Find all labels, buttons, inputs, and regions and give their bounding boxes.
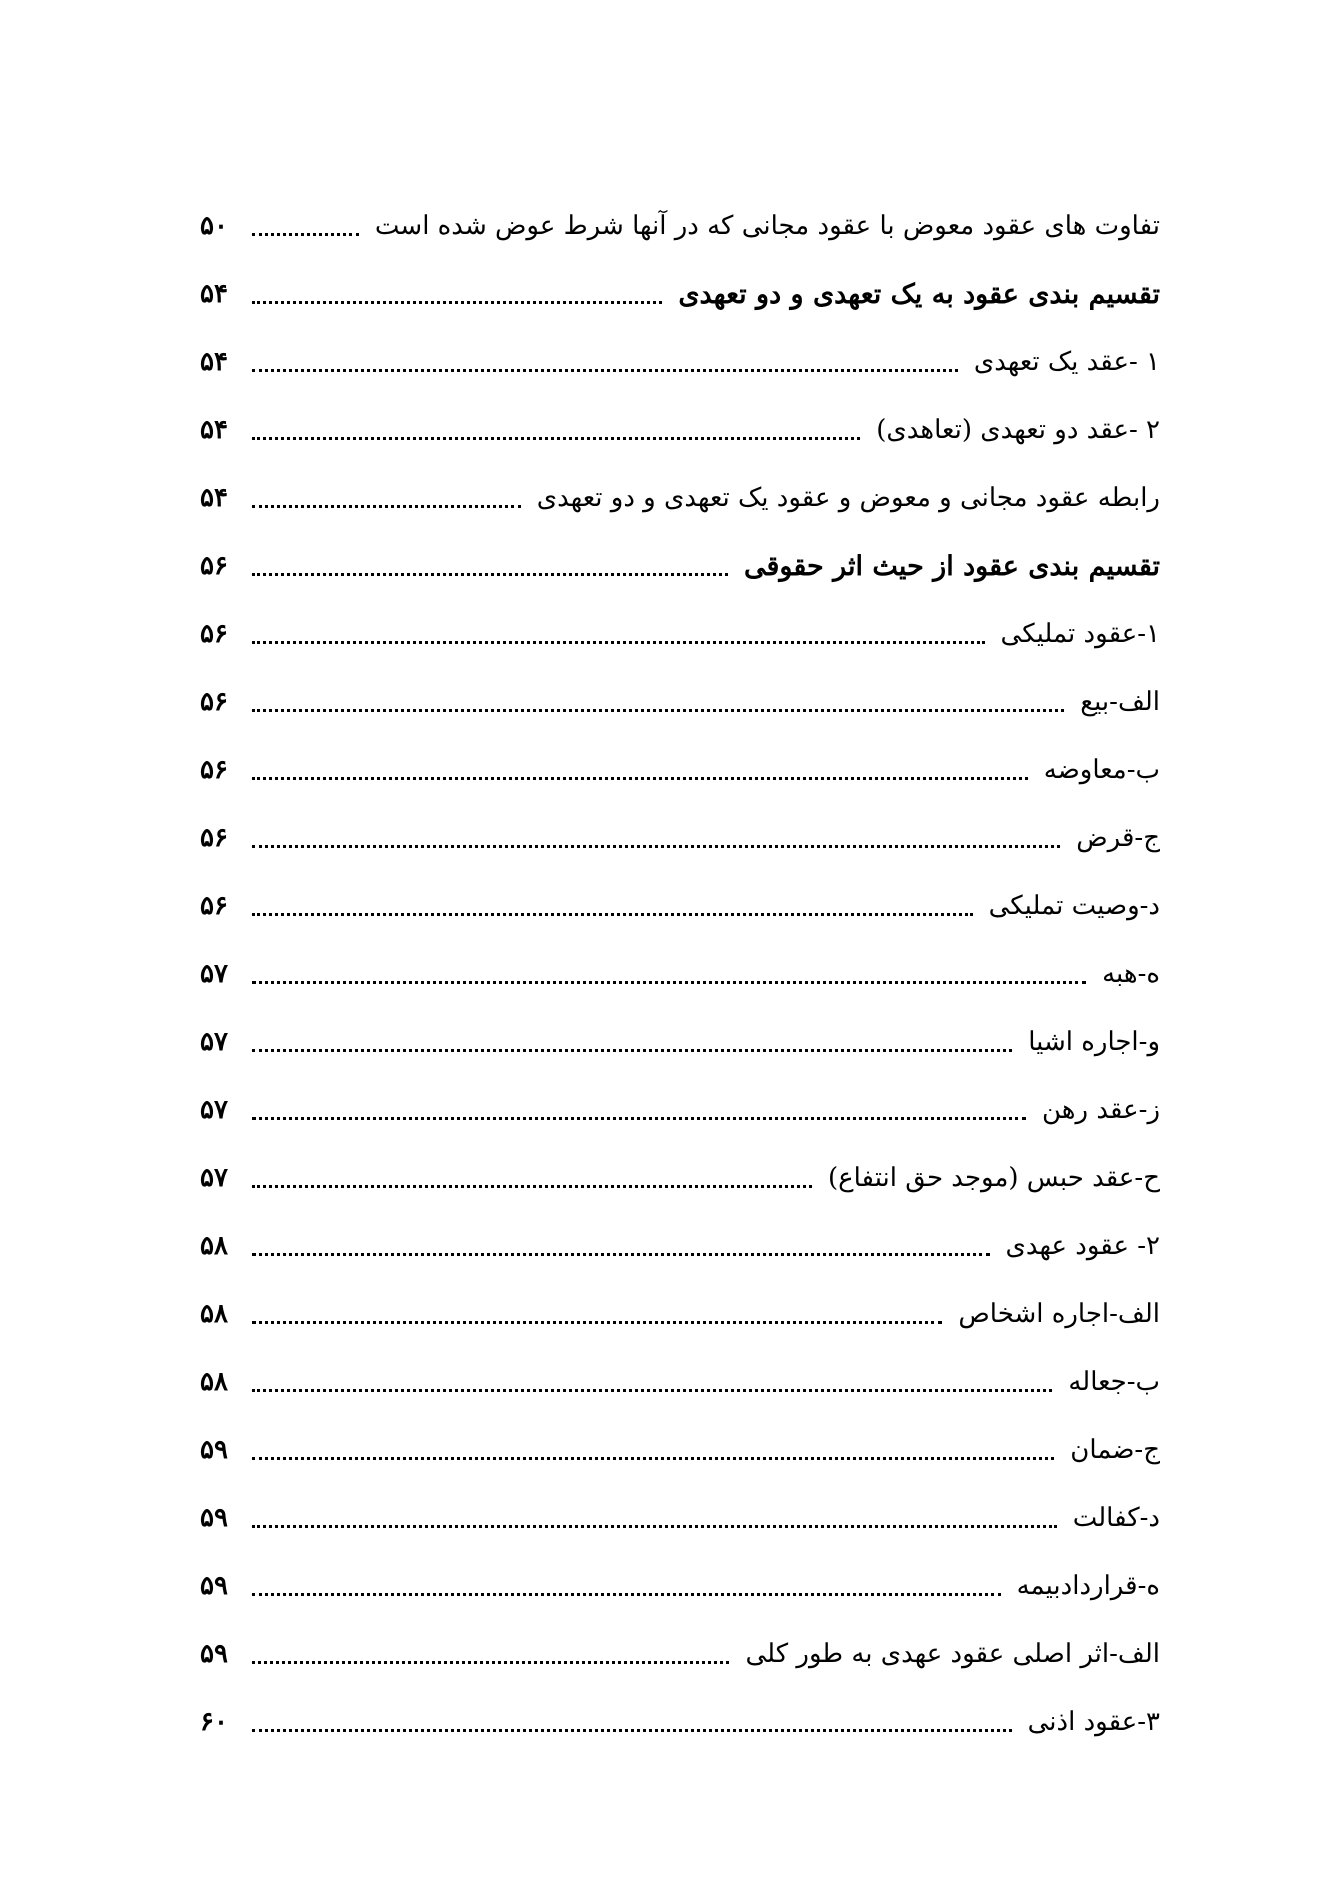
toc-entry (200, 804, 1160, 872)
toc-entry-title: الف-اثر اصلی عقود عهدی به طور کلی (745, 1639, 1160, 1669)
toc-entry (200, 396, 1160, 464)
toc-entry-title: د-وصیت تملیکی (988, 891, 1160, 921)
toc-entry (200, 736, 1160, 804)
dot-leader (252, 1661, 729, 1664)
toc-entry-page: ۵۶ (200, 551, 228, 581)
toc-entry-title: ب-معاوضه (1043, 755, 1160, 785)
dot-leader (252, 1593, 1001, 1596)
toc-entry-title: تفاوت های عقود معوض با عقود مجانی که در آنها شرط عوض شده است (374, 211, 1160, 241)
toc-entry-page: ۵۶ (200, 823, 228, 853)
toc-entry (200, 1076, 1160, 1144)
toc-entry-title: ۲- عقود عهدی (1005, 1231, 1160, 1261)
toc-entry (200, 532, 1160, 600)
toc-entry-page: ۶۰ (200, 1707, 228, 1737)
toc-entry (200, 1484, 1160, 1552)
toc-entry-title: رابطه عقود مجانی و معوض و عقود یک تعهدی و دو تعهدی (536, 483, 1160, 513)
dot-leader (252, 573, 728, 576)
toc-entry-title: ۳-عقود اذنی (1027, 1707, 1160, 1737)
toc-entry-title: الف-بیع (1080, 687, 1160, 717)
toc-entry-title: ب-جعاله (1068, 1367, 1160, 1397)
toc-entry (200, 192, 1160, 260)
dot-leader (252, 369, 958, 372)
toc-entry (200, 1144, 1160, 1212)
toc-entry-title: ج-ضمان (1070, 1435, 1160, 1465)
toc-entry-page: ۵۶ (200, 687, 228, 717)
dot-leader (252, 1389, 1052, 1392)
toc-entry-page: ۵۹ (200, 1571, 228, 1601)
toc-entry (200, 1620, 1160, 1688)
dot-leader (252, 1253, 990, 1256)
toc-entry-page: ۵۶ (200, 619, 228, 649)
toc-entry (200, 872, 1160, 940)
toc-entry-page: ۵۹ (200, 1639, 228, 1669)
dot-leader (252, 233, 359, 236)
toc-entry-page: ۵۴ (200, 279, 228, 309)
toc-entry-page: ۵۴ (200, 415, 228, 445)
toc-entry (200, 1212, 1160, 1280)
toc-entry (200, 1348, 1160, 1416)
toc-entry-page: ۵۸ (200, 1367, 228, 1397)
toc-entry (200, 1008, 1160, 1076)
toc-entry-page: ۵۷ (200, 1163, 228, 1193)
toc-entry-title: الف-اجاره اشخاص (958, 1299, 1160, 1329)
toc-entry-page: ۵۰ (200, 211, 228, 241)
dot-leader (252, 981, 1086, 984)
toc-entry (200, 668, 1160, 736)
toc-entry-title: تقسیم بندی عقود از حیث اثر حقوقی (744, 550, 1160, 582)
toc-entry-title: ه-هبه (1102, 959, 1160, 989)
dot-leader (252, 1321, 942, 1324)
toc-entry (200, 328, 1160, 396)
dot-leader (252, 641, 985, 644)
dot-leader (252, 1185, 812, 1188)
toc-entry (200, 1688, 1160, 1756)
toc-entry-title: ۲ -عقد دو تعهدی (تعاهدی) (876, 415, 1160, 445)
toc-entry-page: ۵۹ (200, 1503, 228, 1533)
dot-leader (252, 709, 1064, 712)
dot-leader (252, 913, 973, 916)
toc-entry-page: ۵۴ (200, 483, 228, 513)
dot-leader (252, 301, 662, 304)
toc-entry-title: ح-عقد حبس (موجد حق انتفاع) (827, 1163, 1160, 1193)
table-of-contents (200, 192, 1160, 1756)
toc-entry-page: ۵۷ (200, 959, 228, 989)
toc-entry-title: تقسیم بندی عقود به یک تعهدی و دو تعهدی (678, 278, 1160, 310)
toc-entry-title: ۱-عقود تملیکی (1000, 619, 1160, 649)
toc-entry-title: و-اجاره اشیا (1028, 1027, 1160, 1057)
dot-leader (252, 505, 521, 508)
toc-entry-page: ۵۷ (200, 1027, 228, 1057)
dot-leader (252, 1525, 1057, 1528)
toc-entry-page: ۵۶ (200, 755, 228, 785)
toc-entry-title: ه-قراردادبیمه (1016, 1571, 1160, 1601)
toc-entry-page: ۵۶ (200, 891, 228, 921)
dot-leader (252, 845, 1060, 848)
toc-entry (200, 464, 1160, 532)
toc-entry-page: ۵۷ (200, 1095, 228, 1125)
toc-entry (200, 1416, 1160, 1484)
dot-leader (252, 1457, 1054, 1460)
toc-entry (200, 600, 1160, 668)
toc-entry-title: د-کفالت (1072, 1503, 1160, 1533)
dot-leader (252, 1117, 1026, 1120)
toc-entry-page: ۵۸ (200, 1231, 228, 1261)
dot-leader (252, 777, 1028, 780)
toc-entry-title: ج-قرض (1076, 823, 1160, 853)
dot-leader (252, 437, 860, 440)
toc-entry-page: ۵۴ (200, 347, 228, 377)
toc-entry-title: ۱ -عقد یک تعهدی (973, 347, 1160, 377)
toc-entry (200, 260, 1160, 328)
toc-entry (200, 940, 1160, 1008)
toc-entry (200, 1280, 1160, 1348)
dot-leader (252, 1729, 1012, 1732)
toc-entry (200, 1552, 1160, 1620)
toc-entry-page: ۵۸ (200, 1299, 228, 1329)
toc-entry-page: ۵۹ (200, 1435, 228, 1465)
dot-leader (252, 1049, 1012, 1052)
toc-entry-title: ز-عقد رهن (1042, 1095, 1160, 1125)
